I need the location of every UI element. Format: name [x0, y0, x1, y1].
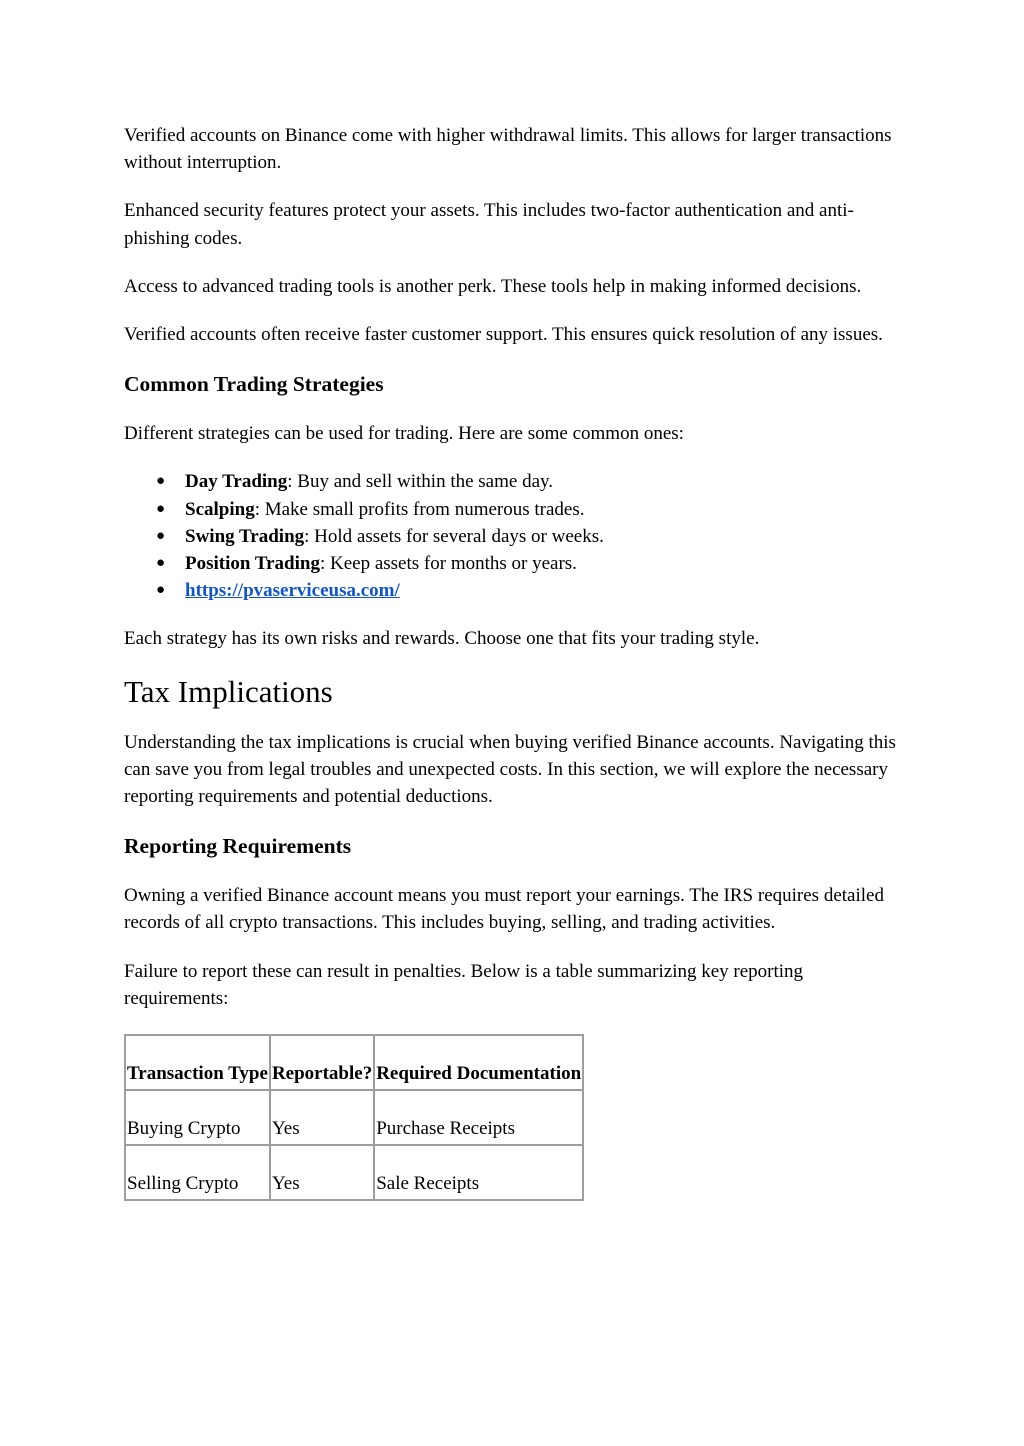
strategy-desc: : Hold assets for several days or weeks.	[304, 525, 604, 547]
paragraph-security-features: Enhanced security features protect your assets. This includes two-factor authentication and anti-phishing codes.	[124, 200, 854, 249]
paragraph-customer-support: Verified accounts often receive faster customer support. This ensures quick resolution of any issues.	[124, 324, 883, 346]
paragraph-strategies-intro: Different strategies can be used for trading. Here are some common ones:	[124, 423, 684, 445]
strategy-desc: : Buy and sell within the same day.	[287, 471, 554, 493]
table-cell: Yes	[270, 1145, 374, 1200]
column-header-transaction-type: Transaction Type	[125, 1035, 270, 1090]
document-page	[124, 122, 904, 1201]
table-cell: Purchase Receipts	[374, 1090, 583, 1145]
strategy-desc: : Keep assets for months or years.	[319, 553, 577, 575]
list-item	[124, 523, 904, 550]
strategy-term: Position Trading	[185, 553, 320, 575]
heading-common-trading-strategies: Common Trading Strategies	[124, 372, 384, 397]
list-item	[124, 496, 904, 523]
paragraph-reporting-earnings: Owning a verified Binance account means you must report your earnings. The IRS requires detailed records of all crypto transactions. This includes buying, selling, and trading activities.	[124, 885, 884, 934]
strategies-list	[124, 468, 904, 604]
list-item	[124, 577, 904, 604]
paragraph-withdrawal-limits: Verified accounts on Binance come with higher withdrawal limits. This allows for larger transactions without interruption.	[124, 125, 892, 174]
column-header-reportable: Reportable?	[270, 1035, 374, 1090]
paragraph-trading-tools: Access to advanced trading tools is another perk. These tools help in making informed decisions.	[124, 275, 862, 297]
list-item	[124, 550, 904, 577]
bullet-icon: ●	[156, 582, 166, 599]
paragraph-strategies-outro: Each strategy has its own risks and rewards. Choose one that fits your trading style.	[124, 628, 760, 650]
list-item	[124, 468, 904, 495]
strategy-desc: : Make small profits from numerous trades.	[254, 498, 585, 520]
strategy-term: Swing Trading	[185, 525, 305, 547]
strategy-term: Scalping	[185, 498, 255, 520]
heading-tax-implications: Tax Implications	[124, 673, 333, 709]
table-header-row	[125, 1035, 583, 1090]
bullet-icon: ●	[156, 500, 166, 517]
table-cell: Buying Crypto	[125, 1090, 270, 1145]
strategy-term: Day Trading	[185, 471, 288, 493]
table-cell: Yes	[270, 1090, 374, 1145]
bullet-icon: ●	[156, 527, 166, 544]
pvaserviceusa-link[interactable]: https://pvaserviceusa.com/	[185, 580, 400, 602]
column-header-required-documentation: Required Documentation	[374, 1035, 583, 1090]
table-row	[125, 1090, 583, 1145]
bullet-icon: ●	[156, 473, 166, 490]
paragraph-tax-intro: Understanding the tax implications is crucial when buying verified Binance accounts. Navigating this can save you from legal troubles and unexpected costs. In this section, we will explore the necessary reporting requirements and potential deductions.	[124, 731, 896, 808]
table-row	[125, 1145, 583, 1200]
table-cell: Sale Receipts	[374, 1145, 583, 1200]
reporting-requirements-table	[124, 1034, 584, 1201]
paragraph-reporting-penalties: Failure to report these can result in penalties. Below is a table summarizing key reporting requirements:	[124, 960, 804, 1009]
heading-reporting-requirements: Reporting Requirements	[124, 834, 352, 859]
bullet-icon: ●	[156, 555, 166, 572]
table-cell: Selling Crypto	[125, 1145, 270, 1200]
